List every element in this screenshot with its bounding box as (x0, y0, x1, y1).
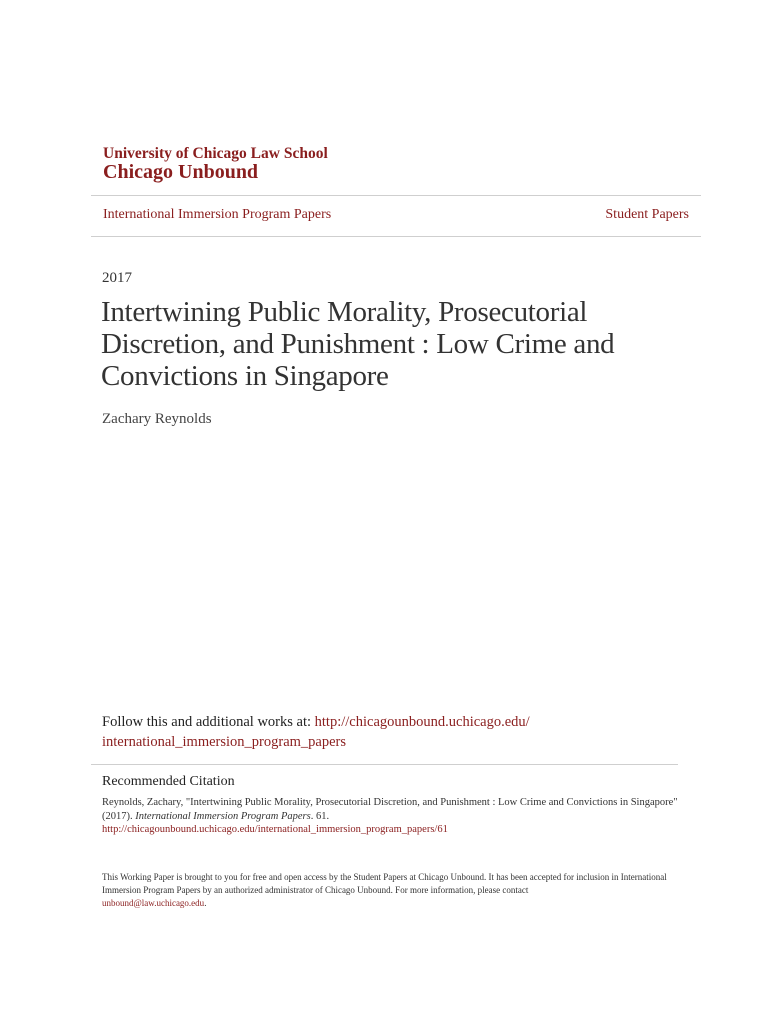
paper-title: Intertwining Public Morality, Prosecutorial Discretion, and Punishment : Low Crime and Convictions in Singapore (101, 296, 615, 392)
follow-section (102, 712, 662, 752)
contact-email-link[interactable]: unbound@law.uchicago.edu (102, 898, 205, 908)
publication-year: 2017 (102, 270, 132, 286)
citation-journal: International Immersion Program Papers (135, 810, 311, 822)
header-top-rule (91, 195, 701, 196)
access-notice (102, 871, 682, 910)
paper-author: Zachary Reynolds (102, 411, 212, 427)
series-link[interactable]: Student Papers (605, 207, 689, 222)
collection-link[interactable]: International Immersion Program Papers (103, 207, 332, 222)
citation-heading: Recommended Citation (102, 774, 235, 789)
citation-number: . 61. (310, 810, 330, 822)
follow-label: Follow this and additional works at: (102, 714, 315, 730)
citation-top-rule (91, 764, 678, 765)
notice-end: . (204, 898, 207, 908)
citation-text: Reynolds, Zachary, "Intertwining Public Morality, Prosecutorial Discretion, and Punishment : Low Crime and Convictions in Singapore" (2017). (102, 797, 678, 822)
notice-text: This Working Paper is brought to you for free and open access by the Student Papers at Chicago Unbound. It has been accepted for inclusion in International Immersion Program Papers by an authorized administrator of Chicago Unbound. For more information, please contact (102, 872, 667, 895)
recommended-citation (102, 796, 682, 837)
citation-url[interactable]: http://chicagounbound.uchicago.edu/international_immersion_program_papers/61 (102, 824, 448, 835)
repository-name: Chicago Unbound (103, 161, 259, 183)
institution-name: University of Chicago Law School (103, 145, 328, 162)
header-bottom-rule (91, 236, 701, 237)
follow-url-line1[interactable]: http://chicagounbound.uchicago.edu/ (314, 714, 530, 730)
follow-url-line2[interactable]: international_immersion_program_papers (102, 734, 347, 750)
